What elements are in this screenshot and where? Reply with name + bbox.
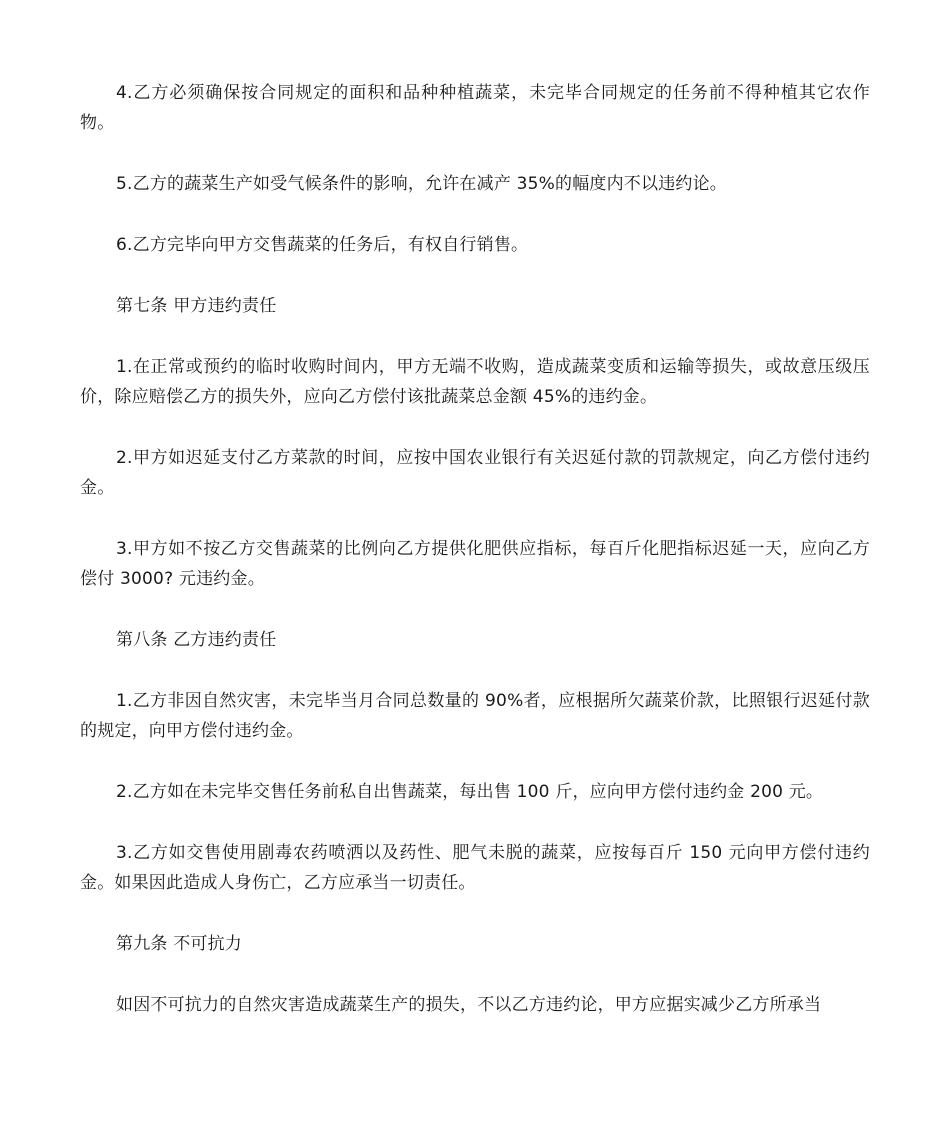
document-page bbox=[80, 78, 870, 1020]
article-8-item-1: 1.乙方非因自然灾害，未完毕当月合同总数量的 90%者，应根据所欠蔬菜价款，比照银行迟延付款的规定，向甲方偿付违约金。 bbox=[80, 691, 870, 741]
article-9-body: 如因不可抗力的自然灾害造成蔬菜生产的损失，不以乙方违约论，甲方应据实减少乙方所承当 bbox=[116, 995, 822, 1015]
article-7-item-2: 2.甲方如迟延支付乙方菜款的时间，应按中国农业银行有关迟延付款的罚款规定，向乙方偿付违约金。 bbox=[80, 448, 870, 498]
clause-5-weather-reduction: 5.乙方的蔬菜生产如受气候条件的影响，允许在减产 35%的幅度内不以违约论。 bbox=[116, 174, 728, 194]
article-8-item-2: 2.乙方如在未完毕交售任务前私自出售蔬菜，每出售 100 斤，应向甲方偿付违约金 200 元。 bbox=[116, 782, 824, 802]
article-7-heading: 第七条 甲方违约责任 bbox=[116, 296, 277, 316]
clause-4-planting-requirement: 4.乙方必须确保按合同规定的面积和品种种植蔬菜，未完毕合同规定的任务前不得种植其它农作物。 bbox=[80, 83, 870, 133]
article-9-heading: 第九条 不可抗力 bbox=[116, 934, 243, 954]
article-8-heading: 第八条 乙方违约责任 bbox=[116, 630, 277, 650]
article-7-item-1: 1.在正常或预约的临时收购时间内，甲方无端不收购，造成蔬菜变质和运输等损失，或故意压级压价，除应赔偿乙方的损失外，应向乙方偿付该批蔬菜总金额 45%的违约金。 bbox=[80, 357, 870, 407]
article-8-item-3: 3.乙方如交售使用剧毒农药喷洒以及药性、肥气未脱的蔬菜，应按每百斤 150 元向甲方偿付违约金。如果因此造成人身伤亡，乙方应承当一切责任。 bbox=[80, 843, 870, 893]
clause-6-self-sale-right: 6.乙方完毕向甲方交售蔬菜的任务后，有权自行销售。 bbox=[116, 235, 529, 255]
article-7-item-3: 3.甲方如不按乙方交售蔬菜的比例向乙方提供化肥供应指标，每百斤化肥指标迟延一天，应向乙方偿付 3000? 元违约金。 bbox=[80, 539, 870, 589]
